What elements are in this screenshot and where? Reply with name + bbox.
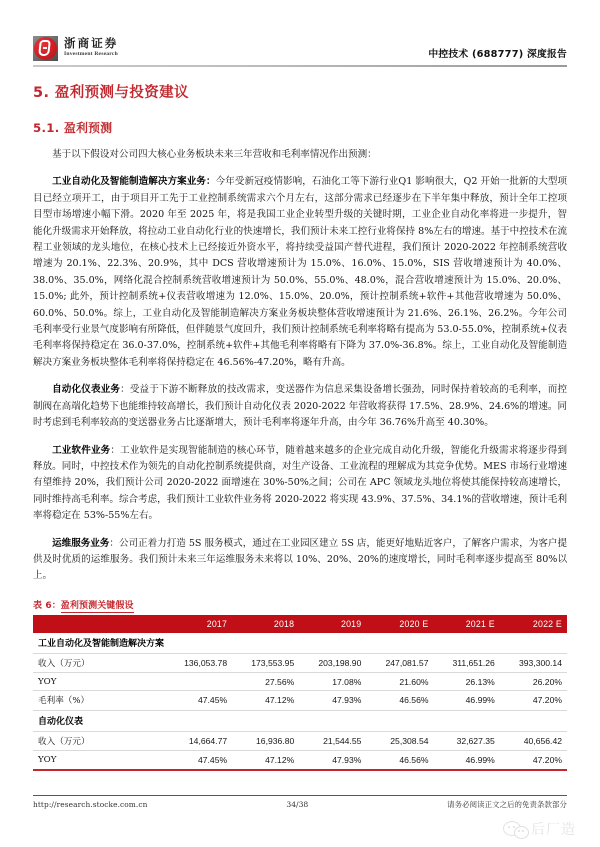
paragraph-industrial-automation [33,174,567,371]
table-row [33,751,567,768]
table-caption [33,598,567,611]
page-header [33,0,567,65]
table-row [33,691,567,711]
table-col-header [33,615,165,633]
table-row-label: 收入（万元） [33,731,165,751]
table-cell: 46.99% [434,691,500,711]
table-cell: 14,664.77 [165,731,232,751]
table-cell: 25,308.54 [366,731,433,751]
paragraph-lead-automation-instruments: 自动化仪表业务 [52,384,121,396]
paragraph-ops-service [33,536,567,585]
table-cell: 17.08% [299,673,366,691]
table-group-row [33,710,567,731]
footer-page-number: 34/38 [286,800,309,809]
table-cell: 47.45% [197,754,228,765]
table-cell: 47.93% [332,754,362,765]
table-caption-prefix: 表 6： [33,600,61,611]
table-row-label: YOY [33,673,165,691]
wechat-bubbles-icon [503,821,527,838]
table-col-header: 2019 [299,615,366,633]
table-cell: 311,651.26 [434,653,500,673]
table-col-header: 2021 E [434,615,500,633]
page-footer [33,795,567,810]
table-cell: 21,544.55 [299,731,366,751]
table-col-header: 2020 E [366,615,433,633]
table-cell: 47.12% [265,754,295,765]
table-row [33,731,567,751]
table-group-row [33,633,567,653]
table-row [33,673,567,691]
brand-name-en: Investment Research [64,51,118,58]
table-group-label: 自动化仪表 [33,710,567,731]
table-col-header: 2017 [165,615,232,633]
table-cell: 393,300.14 [500,653,567,673]
table-row-label: 收入（万元） [33,653,165,673]
table-cell: 47.20% [500,691,567,711]
table-cell: 136,053.78 [165,653,232,673]
paragraph-text-industrial-automation: 今年受新冠疫情影响，石油化工等下游行业Q1 影响很大，Q2 开始一批新的大型项目已经立项开工，由于项目开工先于工业控制系统需求六个月左右，这部分需求已经逐步在下半年集中释放，预计全年工控项目型市场增速小幅下滑。2020 年至 2025 年，将是我国工业企业转型升级的关键时期，工业企业自动化率将进一步提升，智能化升级需求开始释放，将拉动工业自动化行业的快速增长，我们预计未来工控行业将保持 8%左右的增速。基于中控技术在流程工业领域的龙头地位，在核心技术上已经接近外资水平，将持续受益国产替代进程，我们预计 2020-2022 年控制系统营收增速为 20.1%、22.3%、20.9%，其中 DCS 营收增速预计为 15.0%、16.0%、15.0%，SIS 营收增速预计为 40.0%、38.0%、35.0%，网络化混合控制系统营收增速预计为 50.0%、55.0%、48.0%，混合营收增速预计为 15.0%、20.0%、15.0%; 此外，预计控制系统+仪表营收增速为 12.0%、15.0%、20.0%，预计控制系统+软件+其他营收增速为 50.0%、60.0%、50.0%。综上，工业自动化及智能制造解决方案业务板块整体营收增速预计为 21.6%、26.1%、26.2%。今年公司毛利率受行业景气度影响有所降低，但伴随景气度回升，我们预计控制系统毛利率将略有提高为 53.0-55.0%，控制系统+仪表毛利率将保持稳定在 36.0-37.0%，控制系统+软件+其他毛利率将略有下降为 37.0%-36.8%。综上，工业自动化及智能制造解决方案业务板块整体毛利率将保持稳定在 46.56%-47.20%，略有升高。 [33,176,567,368]
table-cell: 27.56% [232,673,299,691]
table-cell: 46.99% [465,754,495,765]
table-group-label: 工业自动化及智能制造解决方案 [33,633,567,653]
table-cell: 40,656.42 [500,731,567,751]
paragraph-text-automation-instruments: ：受益于下游不断释放的技改需求，变送器作为信息采集设备增长强劲，同时保持着较高的毛利率，而控制阀在高端化趋势下也能维持较高增长，我们预计自动化仪表 2020-2022 年营收将获得 17.5%、28.9%、24.6%的增速。同时考虑到毛利率较高的变送器业务占比逐渐增大，预计毛利率将逐年升高，由今年 36.76%升高至 40.30%。 [33,384,567,429]
paragraph-lead-industrial-software: 工业软件业务 [52,444,111,456]
table-row [33,653,567,673]
footer-disclaimer: 请务必阅读正文之后的免责条款部分 [447,800,567,809]
report-title: 中控技术 (688777) 深度报告 [428,49,567,60]
paragraph-automation-instruments [33,382,567,431]
brand-text [64,38,118,59]
table-cell: 32,627.35 [434,731,500,751]
table-bottom-rule [33,769,567,770]
watermark-text: 后厂造 [531,822,576,838]
paragraph-intro: 基于以下假设对公司四大核心业务板块未来三年营收和毛利率情况作出预测： [52,149,377,160]
table-cell: 203,198.90 [299,653,366,673]
watermark [503,819,576,839]
paragraph-industrial-software [33,443,567,525]
brand-name-cn: 浙商证券 [64,36,119,51]
table-cell: 247,081.57 [366,653,433,673]
paragraph-lead-industrial-automation: 工业自动化及智能制造解决方案业务： [52,176,216,188]
table-col-header: 2022 E [500,615,567,633]
table-cell: 47.12% [232,691,299,711]
table-head [33,615,567,633]
section-heading: 5. 盈利预测与投资建议 [33,85,189,101]
brand-logo [33,36,118,61]
table-body [33,633,567,768]
earnings-forecast-table [33,615,567,768]
table-cell [165,673,232,691]
subsection-heading: 5.1. 盈利预测 [33,121,113,135]
footer-divider [33,795,567,796]
table-cell: 47.45% [165,691,232,711]
table-cell: 21.60% [366,673,433,691]
table-cell: 26.20% [500,673,567,691]
table-col-header: 2018 [232,615,299,633]
table-header-row [33,615,567,633]
table-caption-title: 盈利预测关键假设 [60,600,134,611]
footer-url[interactable]: http://research.stocke.com.cn [33,800,148,809]
table-cell: 26.13% [434,673,500,691]
zheshang-securities-logo-icon [33,36,58,61]
table-cell: 46.56% [366,691,433,711]
table-cell: 46.56% [399,754,429,765]
table-row-label: 毛利率（%） [33,691,165,711]
table-row-label: YOY [38,754,57,765]
paragraph-text-ops-service: ：公司正着力打造 5S 服务模式，通过在工业园区建立 5S 店，能更好地贴近客户，了解客户需求，为客户提供及时优质的运维服务。我们预计未来三年运维服务未来将以 10%、20%、20%的速度增长，同时毛利率逐步提高至 80%以上。 [33,537,567,582]
paragraph-text-industrial-software: ：工业软件是实现智能制造的核心环节，随着越来越多的企业完成自动化升级，智能化升级需求将逐步得到释放。同时，中控技术作为领先的自动化控制系统提供商，对生产设备、工业流程的理解成为其竞争优势。MES 市场行业增速有望维持 20%，我们预计公司 2020-2022 面增速在 30%-50%之间；公司在 APC 领域龙头地位将使其能保持较高速增长，同时维持高毛利率。综合考虑，我们预计工业软件业务将 2020-2022 将实现 43.9%、37.5%、34.1%的营收增速，预计毛利率将稳定在 53%-55%左右。 [33,444,567,522]
table-cell: 47.93% [299,691,366,711]
table-cell: 173,553.95 [232,653,299,673]
header-divider [33,65,567,67]
table-cell: 16,936.80 [232,731,299,751]
paragraph-lead-ops-service: 运维服务业务 [52,537,110,549]
table-cell: 47.20% [532,754,562,765]
